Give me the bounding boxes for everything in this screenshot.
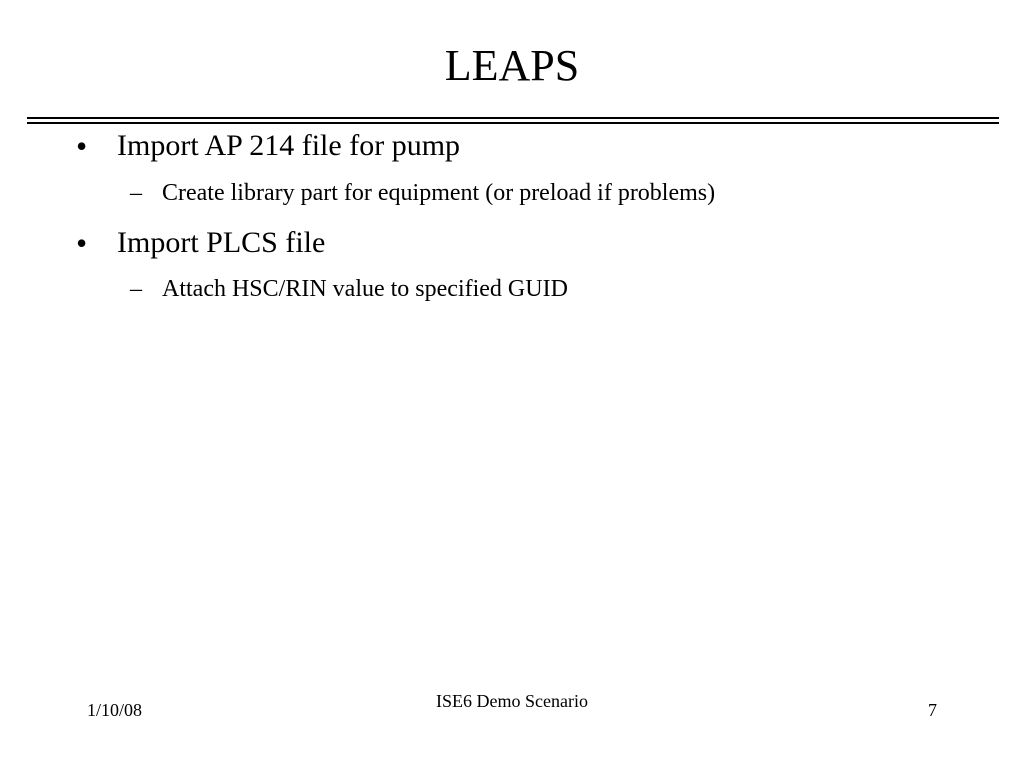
sub-bullet-marker: –: [130, 276, 142, 302]
sub-bullet-text: Create library part for equipment (or preload if problems): [162, 180, 716, 206]
bullet-item: [0, 221, 1024, 265]
bullet-text: Import PLCS file: [117, 226, 326, 259]
bullet-text: Import AP 214 file for pump: [117, 129, 461, 162]
sub-bullet-item: [0, 175, 1024, 211]
slide-title: LEAPS: [444, 41, 580, 90]
bullet-marker: •: [76, 225, 88, 261]
sub-bullet-text: Attach HSC/RIN value to specified GUID: [162, 276, 568, 302]
footer-page-number: 7: [928, 700, 937, 720]
footer-title: ISE6 Demo Scenario: [436, 691, 588, 711]
title-divider-top: [27, 117, 999, 119]
sub-bullet-marker: –: [130, 180, 142, 206]
bullet-marker: •: [76, 128, 88, 164]
sub-bullet-item: [0, 271, 1024, 307]
footer-date: 1/10/08: [87, 700, 143, 720]
bullet-item: [0, 124, 1024, 168]
